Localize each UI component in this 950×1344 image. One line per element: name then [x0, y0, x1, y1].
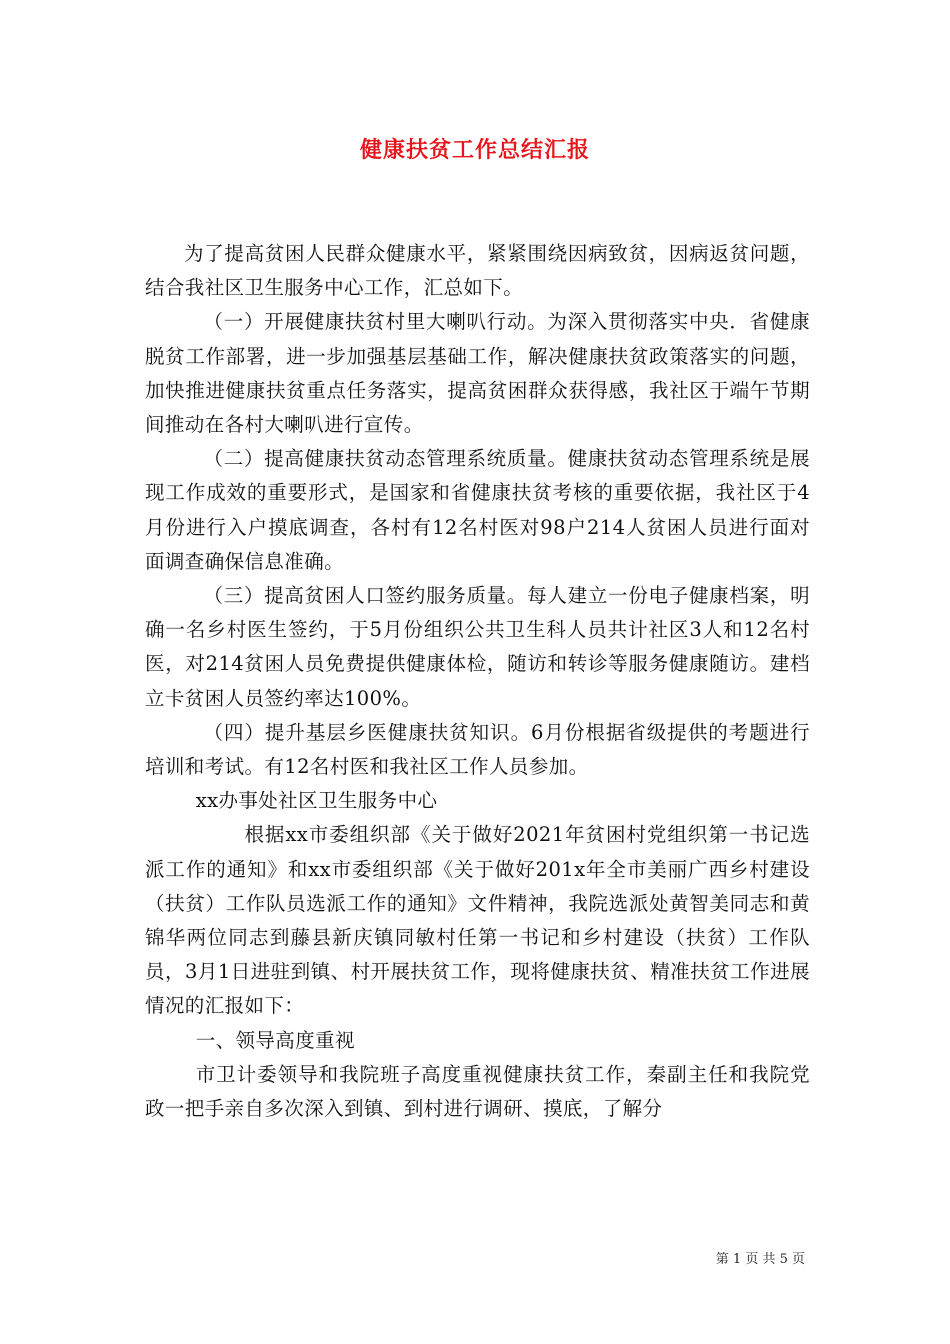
document-title: 健康扶贫工作总结汇报: [359, 137, 590, 163]
paragraph-intro: 为了提高贫困人民群众健康水平，紧紧围绕因病致贫，因病返贫问题，结合我社区卫生服务中心工作，汇总如下。: [145, 242, 810, 300]
signature-line: xx办事处社区卫生服务中心: [195, 789, 438, 813]
document-body: [145, 237, 810, 1126]
paragraph-section-body: 市卫计委领导和我院班子高度重视健康扶贫工作，秦副主任和我院党政一把手亲自多次深入到镇、到村进行调研、摸底，了解分: [145, 1062, 810, 1121]
paragraph-report: 根据xx市委组织部《关于做好2021年贫困村党组织第一书记选派工作的通知》和xx市委组织部《关于做好201x年全市美丽广西乡村建设（扶贫）工作队员选派工作的通知》文件精神，我院选派处黄智美同志和黄锦华两位同志到藤县新庆镇同敏村任第一书记和乡村建设（扶贫）工作队员，3月1日进驻到镇、村开展扶贫工作，现将健康扶贫、精准扶贫工作进展情况的汇报如下：: [145, 823, 810, 1018]
section-heading: 一、领导高度重视: [195, 1028, 355, 1052]
page-number-footer: 第 1 页 共 5 页: [715, 1252, 805, 1267]
paragraph-item-3: （三）提高贫困人口签约服务质量。每人建立一份电子健康档案，明确一名乡村医生签约，于5月份组织公共卫生科人员共计社区3人和12名村医，对214贫困人员免费提供健康体检，随访和转诊等服务健康随访。建档立卡贫困人员签约率达100%。: [145, 584, 810, 710]
paragraph-item-1: （一）开展健康扶贫村里大喇叭行动。为深入贯彻落实中央．省健康脱贫工作部署，进一步加强基层基础工作，解决健康扶贫政策落实的问题，加快推进健康扶贫重点任务落实，提高贫困群众获得感，我社区于端午节期间推动在各村大喇叭进行宣传。: [145, 310, 810, 437]
paragraph-item-4: （四）提升基层乡医健康扶贫知识。6月份根据省级提供的考题进行培训和考试。有12名村医和我社区工作人员参加。: [145, 720, 810, 779]
paragraph-item-2: （二）提高健康扶贫动态管理系统质量。健康扶贫动态管理系统是展现工作成效的重要形式，是国家和省健康扶贫考核的重要依据，我社区于4月份进行入户摸底调查，各村有12名村医对98户214人贫困人员进行面对面调查确保信息准确。: [145, 447, 810, 573]
